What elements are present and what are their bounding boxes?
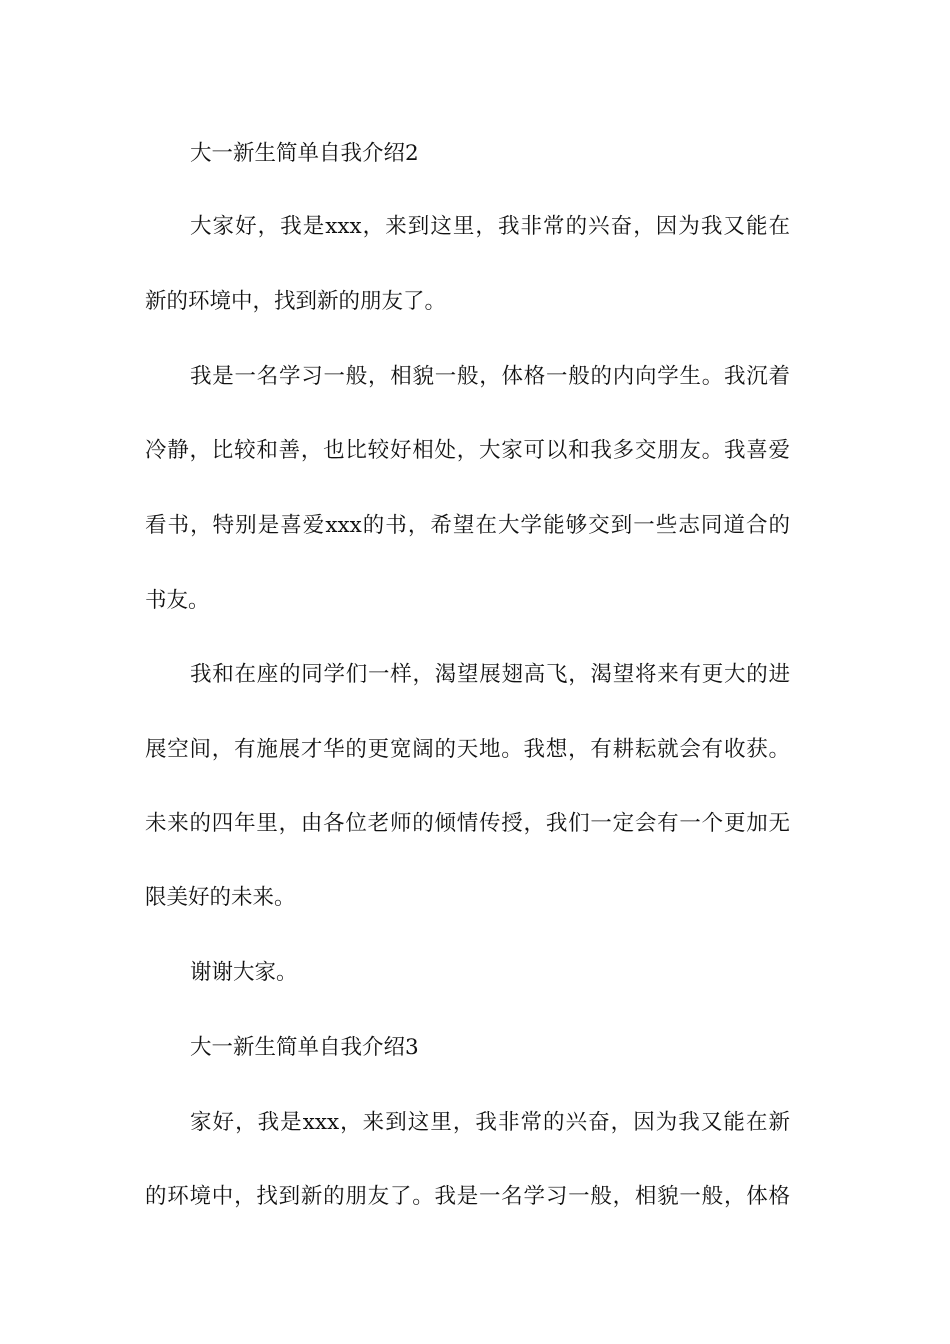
paragraph-line: 展空间，有施展才华的更宽阔的天地。我想，有耕耘就会有收获。: [145, 737, 790, 762]
paragraph-line: 我是一名学习一般，相貌一般，体格一般的内向学生。我沉着: [190, 364, 790, 389]
paragraph-line: 大家好，我是xxx，来到这里，我非常的兴奋，因为我又能在: [190, 214, 790, 239]
section-heading: 大一新生简单自我介绍3: [190, 1035, 419, 1060]
paragraph-line: 冷静，比较和善，也比较好相处，大家可以和我多交朋友。我喜爱: [145, 438, 790, 463]
paragraph-line: 书友。: [145, 588, 210, 613]
paragraph-line: 未来的四年里，由各位老师的倾情传授，我们一定会有一个更加无: [145, 811, 790, 836]
paragraph-line: 限美好的未来。: [145, 885, 296, 910]
paragraph-line: 看书，特别是喜爱xxx的书，希望在大学能够交到一些志同道合的: [145, 513, 790, 538]
paragraph-line: 的环境中，找到新的朋友了。我是一名学习一般，相貌一般，体格: [145, 1184, 790, 1209]
paragraph-line: 家好，我是xxx，来到这里，我非常的兴奋，因为我又能在新: [190, 1110, 790, 1135]
paragraph-line: 新的环境中，找到新的朋友了。: [145, 289, 447, 314]
paragraph-line: 谢谢大家。: [190, 960, 298, 985]
section-heading: 大一新生简单自我介绍2: [190, 141, 419, 166]
paragraph-line: 我和在座的同学们一样，渴望展翅高飞，渴望将来有更大的进: [190, 662, 790, 687]
